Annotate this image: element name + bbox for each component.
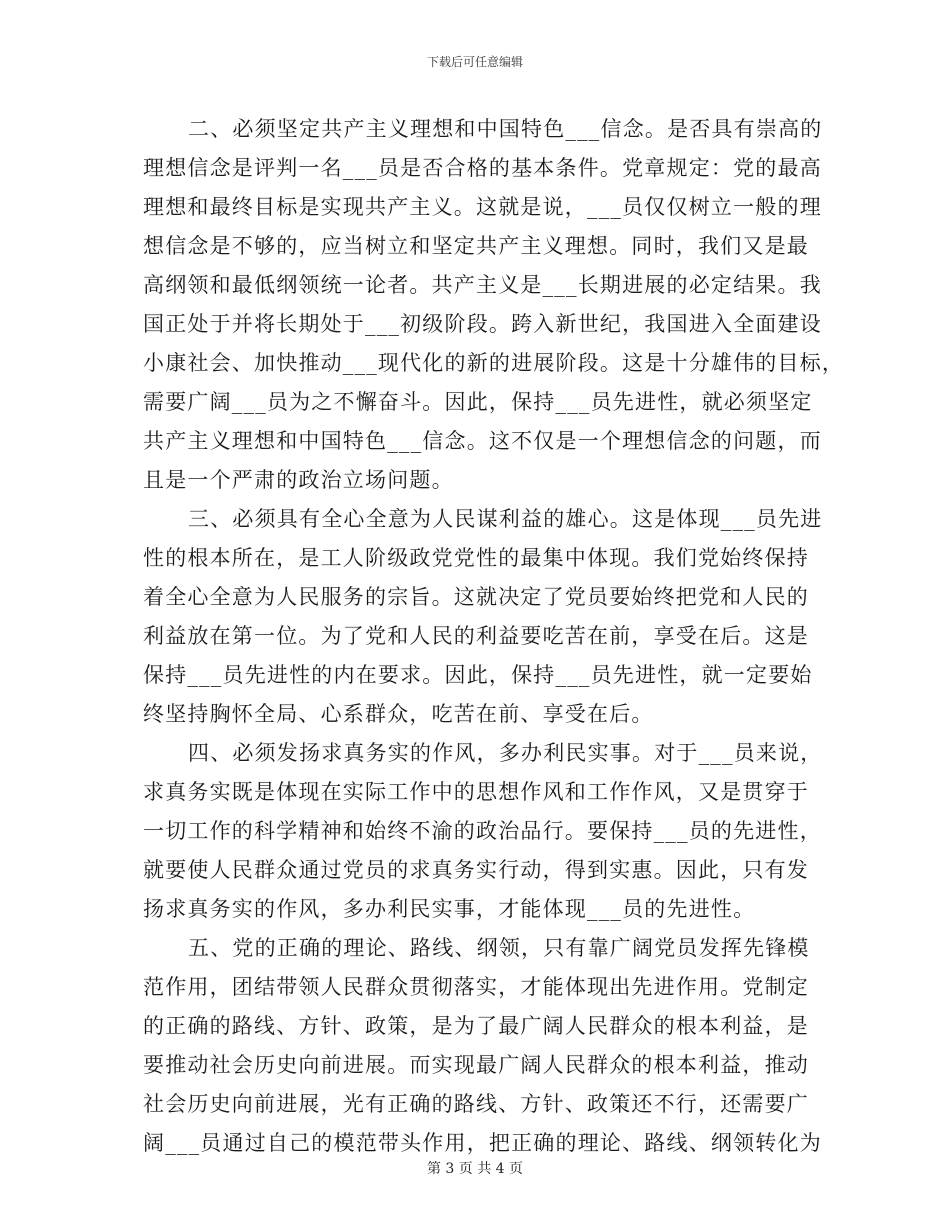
paragraph-line: 利益放在第一位。为了党和人民的利益要吃苦在前，享受在后。这是 bbox=[143, 624, 809, 648]
paragraph-line: 求真务实既是体现在实际工作中的思想作风和工作作风，又是贯穿于 bbox=[143, 780, 809, 804]
paragraph-line: 扬求真务实的作风，多办利民实事，才能体现___员的先进性。 bbox=[143, 897, 756, 921]
paragraph-line: 国正处于并将长期处于___初级阶段。跨入新世纪，我国进入全面建设 bbox=[143, 312, 822, 336]
paragraph-line: 一切工作的科学精神和始终不渝的政治品行。要保持___员的先进性， bbox=[143, 819, 822, 843]
paragraph-line: 的正确的路线、方针、政策，是为了最广阔人民群众的根本利益，是 bbox=[143, 1014, 809, 1038]
paragraph-line: 社会历史向前进展，光有正确的路线、方针、政策还不行，还需要广 bbox=[143, 1092, 809, 1116]
paragraph-line: 理想信念是评判一名___员是否合格的基本条件。党章规定：党的最高 bbox=[143, 156, 822, 180]
paragraph-line: 共产主义理想和中国特色___信念。这不仅是一个理想信念的问题，而 bbox=[143, 429, 822, 453]
paragraph-line: 性的根本所在，是工人阶级政党党性的最集中体现。我们党始终保持 bbox=[143, 546, 809, 570]
paragraph-line: 理想和最终目标是实现共产主义。这就是说，___员仅仅树立一般的理 bbox=[143, 195, 822, 219]
paragraph-line: 就要使人民群众通过党员的求真务实行动，得到实惠。因此，只有发 bbox=[143, 858, 809, 882]
paragraph-line: 需要广阔___员为之不懈奋斗。因此，保持___员先进性，就必须坚定 bbox=[143, 390, 813, 414]
paragraph-line: 着全心全意为人民服务的宗旨。这就决定了党员要始终把党和人民的 bbox=[143, 585, 809, 609]
paragraph-line: 高纲领和最低纲领统一论者。共产主义是___长期进展的必定结果。我 bbox=[143, 273, 822, 297]
paragraph-line: 阔___员通过自己的模范带头作用，把正确的理论、路线、纲领转化为 bbox=[143, 1131, 822, 1155]
paragraph-line: 想信念是不够的，应当树立和坚定共产主义理想。同时，我们又是最 bbox=[143, 234, 809, 258]
paragraph-line: 要推动社会历史向前进展。而实现最广阔人民群众的根本利益，推动 bbox=[143, 1053, 809, 1077]
page-footer: 第 3 页 共 4 页 bbox=[426, 1161, 524, 1177]
paragraph-line: 五、党的正确的理论、路线、纲领，只有靠广阔党员发挥先锋模 bbox=[188, 936, 810, 960]
paragraph-line: 二、必须坚定共产主义理想和中国特色___信念。是否具有崇高的 bbox=[188, 117, 823, 141]
paragraph-line: 保持___员先进性的内在要求。因此，保持___员先进性，就一定要始 bbox=[143, 663, 813, 687]
paragraph-line: 四、必须发扬求真务实的作风，多办利民实事。对于___员来说， bbox=[188, 741, 823, 765]
paragraph-line: 范作用，团结带领人民群众贯彻落实，才能体现出先进作用。党制定 bbox=[143, 975, 809, 999]
page-header: 下载后可任意编辑 bbox=[426, 55, 523, 69]
paragraph-line: 且是一个严肃的政治立场问题。 bbox=[143, 468, 454, 492]
paragraph-line: 终坚持胸怀全局、心系群众，吃苦在前、享受在后。 bbox=[143, 702, 654, 726]
paragraph-line: 小康社会、加快推动___现代化的新的进展阶段。这是十分雄伟的目标， bbox=[143, 351, 845, 375]
paragraph-line: 三、必须具有全心全意为人民谋利益的雄心。这是体现___员先进 bbox=[188, 507, 823, 531]
